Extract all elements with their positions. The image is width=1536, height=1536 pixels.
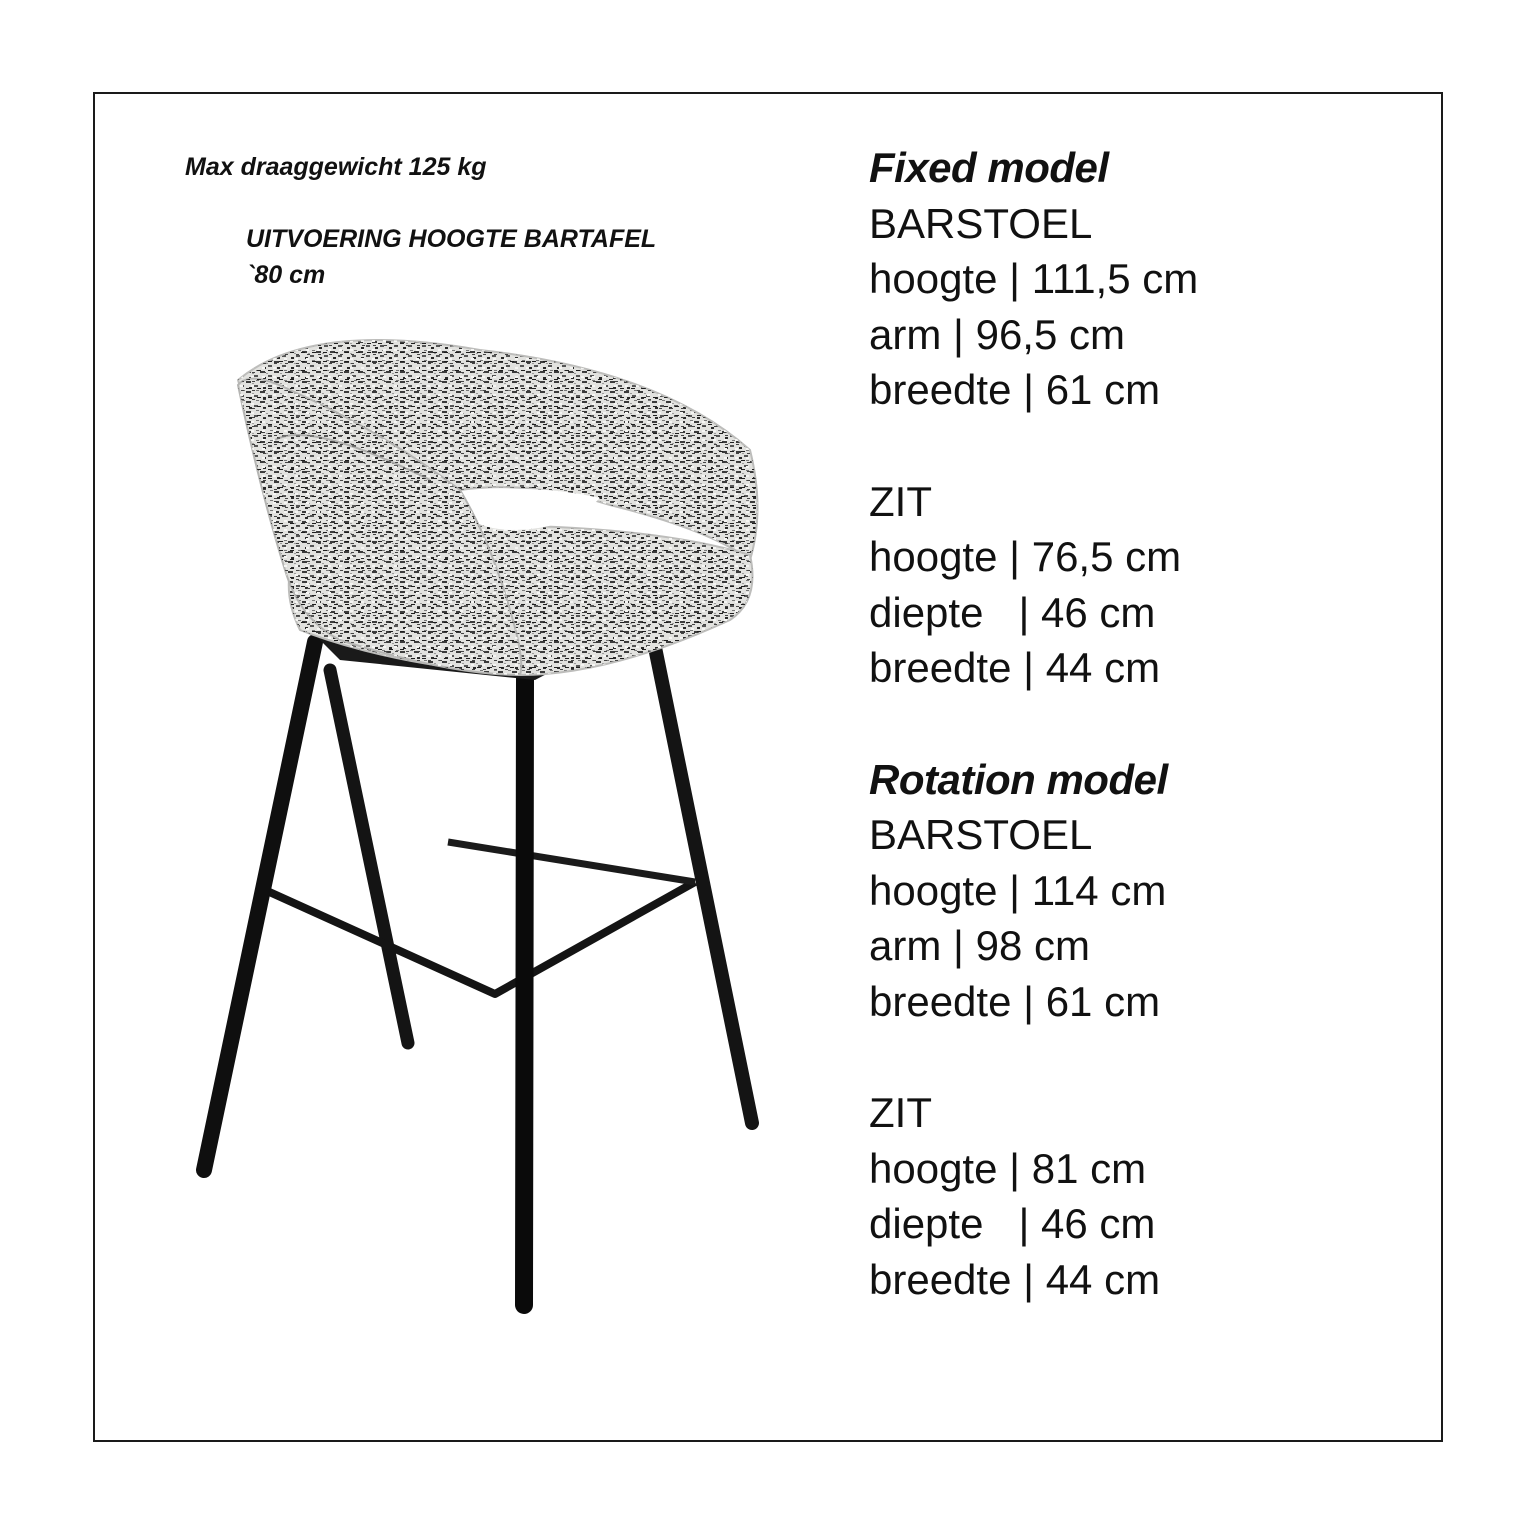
rotation-zit-width: breedte | 44 cm bbox=[869, 1255, 1161, 1303]
fixed-zit-depth: diepte | 46 cm bbox=[869, 588, 1156, 636]
fixed-barstoel-height: hoogte | 111,5 cm bbox=[869, 255, 1199, 303]
rotation-barstoel-arm: arm | 98 cm bbox=[869, 922, 1090, 970]
spacer bbox=[869, 696, 1429, 752]
rotation-zit-depth: diepte | 46 cm bbox=[869, 1200, 1156, 1248]
fixed-model-title: Fixed model bbox=[869, 144, 1109, 191]
rotation-barstoel-label: BARSTOEL bbox=[869, 811, 1093, 859]
rotation-barstoel-height: hoogte | 114 cm bbox=[869, 866, 1167, 914]
fixed-zit-label: ZIT bbox=[869, 477, 932, 525]
bar-stool-photo bbox=[190, 330, 770, 1320]
fixed-barstoel-width: breedte | 61 cm bbox=[869, 366, 1161, 414]
rotation-model-title: Rotation model bbox=[869, 755, 1168, 803]
rotation-zit-label: ZIT bbox=[869, 1089, 932, 1137]
fixed-barstoel-arm: arm | 96,5 cm bbox=[869, 310, 1125, 358]
version-label: UITVOERING HOOGTE BARTAFEL bbox=[246, 225, 657, 253]
version-value: `80 cm bbox=[246, 261, 326, 289]
fixed-zit-height: hoogte | 76,5 cm bbox=[869, 533, 1182, 581]
fixed-barstoel-label: BARSTOEL bbox=[869, 199, 1093, 247]
spacer bbox=[869, 1030, 1429, 1086]
spec-list bbox=[869, 140, 1429, 1307]
max-weight-note: Max draaggewicht 125 kg bbox=[185, 153, 487, 181]
spacer bbox=[869, 418, 1429, 474]
rotation-barstoel-width: breedte | 61 cm bbox=[869, 977, 1161, 1025]
rotation-zit-height: hoogte | 81 cm bbox=[869, 1144, 1147, 1192]
fixed-zit-width: breedte | 44 cm bbox=[869, 644, 1161, 692]
